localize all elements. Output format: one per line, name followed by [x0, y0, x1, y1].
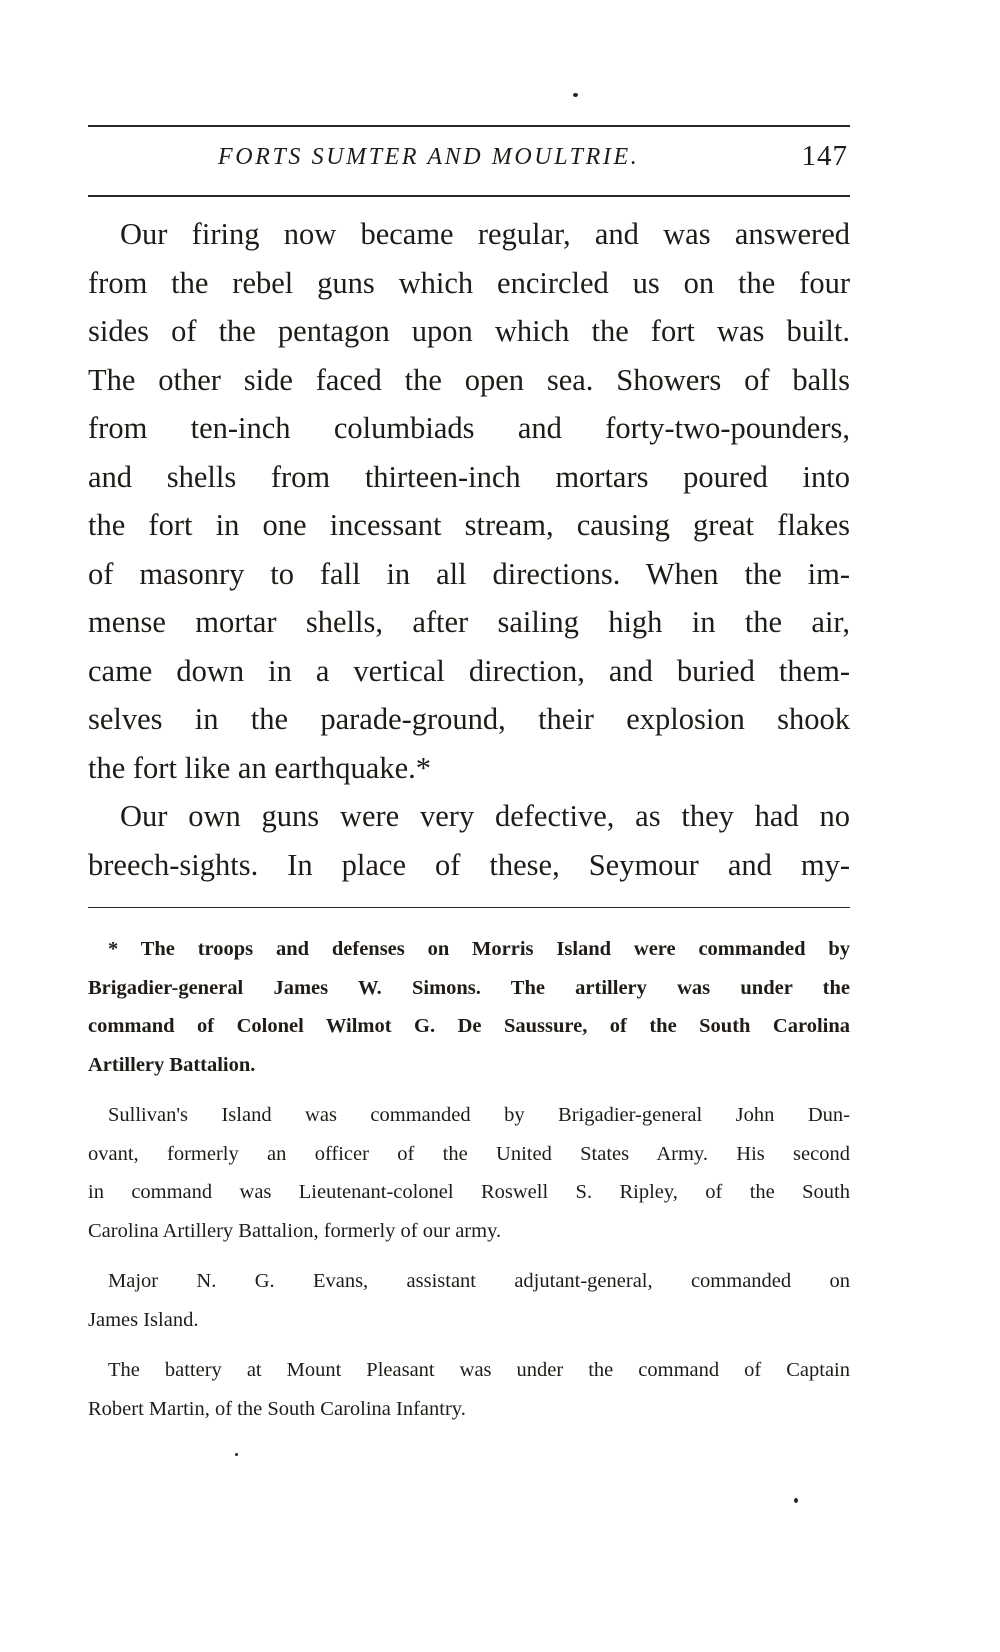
footnote-line: command of Colonel Wilmot G. De Saussure, of the South Carolina — [88, 1015, 850, 1037]
footnote-paragraph — [88, 930, 850, 1084]
footnote-line: Artillery Battalion. — [88, 1053, 256, 1076]
body-line: the fort in one incessant stream, causing great flakes — [88, 508, 850, 542]
footnote-line: ovant, formerly an officer of the United States Army. His second — [88, 1142, 850, 1165]
footnote-line: Robert Martin, of the South Carolina Infantry. — [88, 1397, 466, 1420]
page-number: 147 — [801, 140, 848, 172]
body-line: Our own guns were very defective, as they had no — [120, 799, 850, 833]
body-line: selves in the parade-ground, their explosion shook — [88, 702, 850, 736]
footnote-line: Carolina Artillery Battalion, formerly of our army. — [88, 1219, 502, 1242]
running-head — [88, 140, 850, 180]
footnote-line: in command was Lieutenant-colonel Roswell S. Ripley, of the South — [88, 1181, 850, 1203]
ink-speck — [235, 1453, 238, 1456]
body-line: The other side faced the open sea. Showers of balls — [88, 362, 850, 397]
body-line: and shells from thirteen-inch mortars poured into — [88, 459, 850, 494]
footnote-line: Brigadier-general James W. Simons. The artillery was under the — [88, 976, 850, 999]
footnote-line: Major N. G. Evans, assistant adjutant-general, commanded on — [108, 1270, 850, 1292]
footnote-line: James Island. — [88, 1308, 199, 1331]
header-top-rule — [88, 125, 850, 127]
body-line: the fort like an earthquake.* — [88, 750, 431, 785]
book-page — [88, 0, 850, 1652]
body-line: breech-sights. In place of these, Seymour and my- — [88, 847, 850, 882]
body-line: of masonry to fall in all directions. When the im- — [88, 556, 850, 591]
body-text — [88, 210, 850, 889]
footnote-paragraph — [88, 1351, 850, 1428]
footnote-line: Sullivan's Island was commanded by Brigadier-general John Dun- — [108, 1104, 850, 1126]
footnote-paragraph — [88, 1262, 850, 1339]
body-line: sides of the pentagon upon which the fort was built. — [88, 314, 850, 348]
ink-speck — [794, 1498, 798, 1503]
ink-speck — [573, 93, 578, 97]
body-line: Our firing now became regular, and was answered — [120, 217, 850, 251]
running-title: FORTS SUMTER AND MOULTRIE. — [218, 144, 640, 170]
footnote-paragraph — [88, 1096, 850, 1250]
footnote-rule — [88, 907, 850, 908]
footnote-line: The battery at Mount Pleasant was under the command of Captain — [108, 1359, 850, 1381]
body-line: mense mortar shells, after sailing high in the air, — [88, 605, 850, 639]
footnote-line: * The troops and defenses on Morris Island were commanded by — [108, 938, 850, 960]
header-bottom-rule — [88, 195, 850, 197]
body-line: from ten-inch columbiads and forty-two-pounders, — [88, 411, 850, 445]
body-line: came down in a vertical direction, and buried them- — [88, 653, 850, 688]
body-line: from the rebel guns which encircled us on the four — [88, 265, 850, 300]
footnotes — [88, 930, 850, 1440]
